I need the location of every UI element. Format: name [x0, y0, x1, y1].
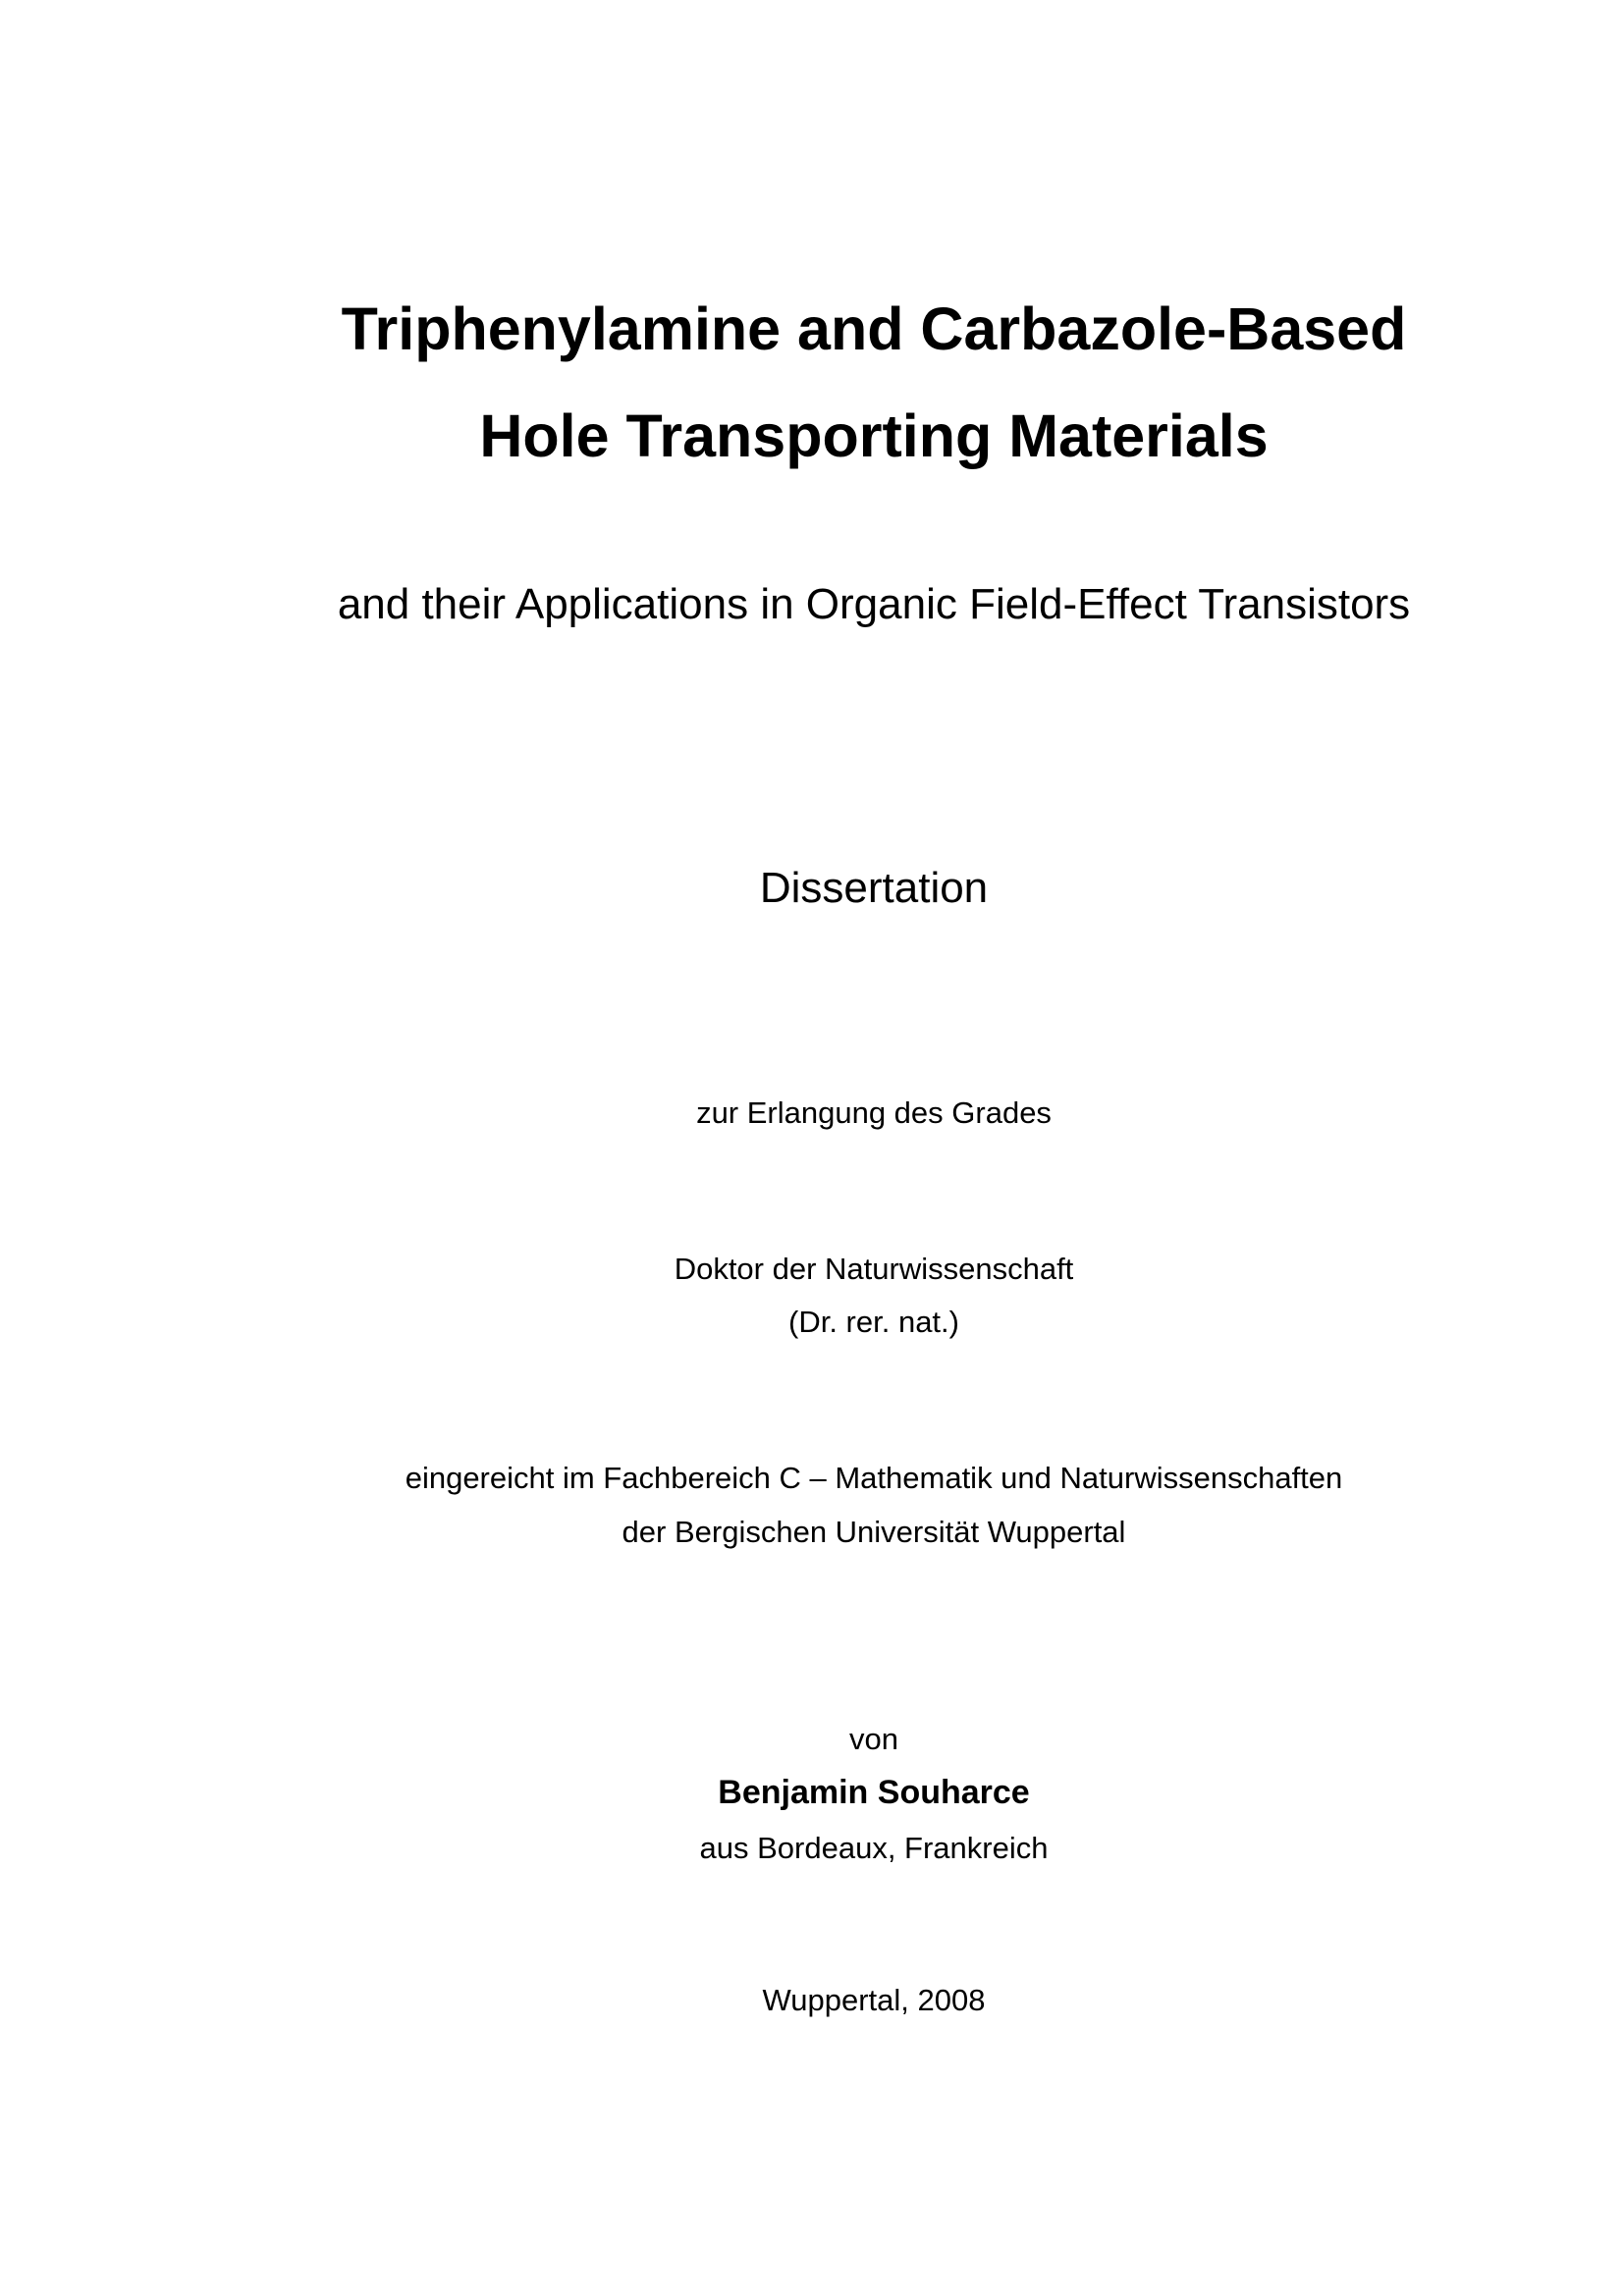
- by-label: von: [849, 1722, 898, 1756]
- degree-abbreviation: (Dr. rer. nat.): [788, 1305, 959, 1339]
- document-type: Dissertation: [759, 864, 989, 912]
- submission-faculty: eingereicht im Fachbereich C – Mathematik und Naturwissenschaften: [405, 1461, 1343, 1495]
- degree-title: Doktor der Naturwissenschaft: [674, 1252, 1074, 1286]
- subtitle: and their Applications in Organic Field-Effect Transistors: [337, 580, 1411, 628]
- place-and-date: Wuppertal, 2008: [762, 1983, 986, 2017]
- title-line-1: Triphenylamine and Carbazole-Based: [341, 295, 1407, 362]
- author-origin: aus Bordeaux, Frankreich: [699, 1831, 1049, 1865]
- author-name: Benjamin Souharce: [718, 1774, 1030, 1811]
- degree-purpose: zur Erlangung des Grades: [696, 1095, 1052, 1130]
- title-line-2: Hole Transporting Materials: [479, 402, 1269, 469]
- submission-university: der Bergischen Universität Wuppertal: [622, 1515, 1126, 1549]
